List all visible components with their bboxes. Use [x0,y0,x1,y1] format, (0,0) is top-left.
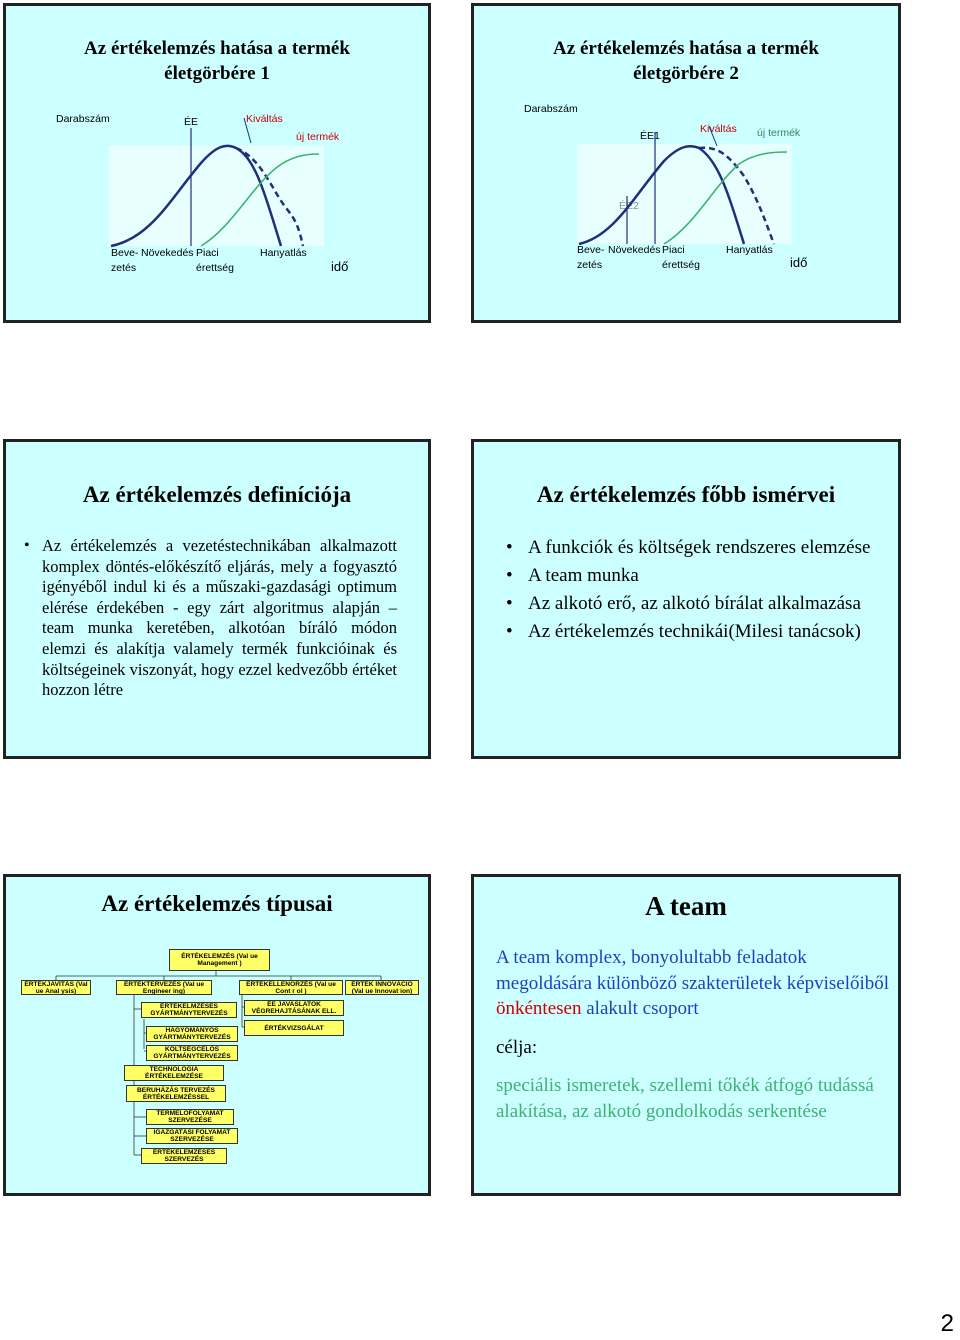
list-item: • A funkciók és költségek rendszeres elemzése [506,537,871,558]
title-line-2: életgörbére 2 [633,63,739,84]
slide-title [474,36,898,86]
slide-definition [3,439,431,759]
slide-types [3,874,431,1196]
ee-label: ÉE [184,116,199,128]
slide-title: Az értékelemzés típusai [101,891,333,916]
uj-termek-label: új termék [757,127,801,139]
slide-title: Az értékelemzés definíciója [82,482,352,507]
box-engineering-8: ÉRTÉKELEMZÉSES SZERVEZÉS [141,1148,227,1164]
team-purpose-text: speciális ismeretek, szellemi tőkék átfogó tudássá alakítása, az alkotó gondolkodás serkentése [496,1075,874,1122]
box-control-1: ÉE JAVASLATOK VÉGREHAJTÁSÁNAK ELL. [244,1000,344,1016]
box-engineering-7: IGAZGATÁSI FOLYAMAT SZERVEZÉSE [146,1128,238,1144]
box-engineering-3: KÖLTSÉGCÉLOS GYÁRTMÁNYTERVEZÉS [146,1045,238,1061]
box-engineering-1: ÉRTÉKELMZÉSES GYÁRTMÁNYTERVEZÉS [141,1002,237,1018]
list-item: • Az értékelemzés technikái(Milesi tanácsok) [506,621,861,642]
slide-lifecycle-1 [3,3,431,323]
kivaltas-pointer [244,118,251,143]
title-line-1: Az értékelemzés hatása a termék [553,38,819,59]
title-line-1: Az értékelemzés hatása a termék [84,38,350,59]
kivaltas-label: Kiváltás [246,113,283,125]
list-item: • A team munka [506,565,639,586]
y-axis-label: Darabszám [56,113,110,125]
phase-bevezetes: Beve- zetés [577,244,605,271]
box-control-2: ÉRTÉKVIZSGÁLAT [244,1020,344,1036]
phase-piaci-erettseg: Piaci érettség [662,244,700,271]
x-axis-label: idő [331,259,349,274]
box-ertekellenorzes: ÉRTÉKELLENŐRZÉS (Val ue Cont r ol ) [239,980,343,995]
phase-novekedes: Növekedés [608,244,661,256]
title-line-2: életgörbére 1 [164,63,270,84]
slide-title: Az értékelemzés főbb ismérvei [536,482,836,507]
kivaltas-label: Kiváltás [700,123,737,135]
ee1-label: ÉE1 [640,130,660,142]
phase-piaci-erettseg: Piaci érettség [196,247,234,274]
page-number: 2 [940,1310,954,1337]
y-axis-label: Darabszám [524,103,578,115]
slide-features [471,439,901,759]
box-ertek-innovacio: ÉRTÉK INNOVÁCIÓ (Val ue Innovat ion) [345,980,419,995]
box-engineering-6: TERMELŐFOLYAMAT SZERVEZÉSE [146,1109,234,1125]
features-list [504,536,884,648]
lifecycle-curves [101,118,331,248]
box-engineering-4: TECHNOLÓGIA ÉRTÉKELEMZÉSE [124,1065,224,1081]
definition-text: Az értékelemzés a vezetéstechnikában alkalmazott komplex döntés-előkészítő eljárás, mely a fogyasztó igényéből indul ki és a műszaki-gazdasági optimum elérése érdekében - egy zárt algoritmus alapján – team munka keretében, alkotóan bíráló módon elemzi és alakítja valamely termék funkcióinak és költségeinek viszonyát, hogy ezzel kedvezőbb értéket hozzon létre [42,536,397,700]
phase-hanyatlas: Hanyatlás [260,247,307,259]
x-axis-label: idő [790,255,808,270]
box-ertektervezes: ÉRTÉKTERVEZÉS (Val ue Engineer ing) [116,980,212,995]
plot-area [577,144,792,244]
box-ertekelemzes-root: ÉRTÉKELEMZÉS (Val ue Management ) [169,949,270,971]
box-engineering-2: HAGYOMÁNYOS GYÁRTMÁNYTERVEZÉS [146,1026,238,1042]
slide-lifecycle-2 [471,3,901,323]
slide-team [471,874,901,1196]
lifecycle-curves [569,116,799,246]
slide-title: A team [645,891,727,921]
box-engineering-5: BERUHÁZÁS TERVEZÉS ÉRTÉKELEMZÉSSEL [126,1085,226,1102]
uj-termek-label: új termék [296,131,340,143]
phase-hanyatlas: Hanyatlás [726,244,773,256]
kivaltas-pointer [709,126,717,146]
team-definition: A team komplex, bonyolultabb feladatok megoldására különböző szakterületek képviselőiből önkéntesen alakult csoport [496,947,890,1019]
highlight-onkentesen: önkéntesen [496,998,582,1019]
bullet-dot: • [24,537,30,554]
slide-title [6,36,428,86]
phase-bevezetes: Beve- zetés [111,247,139,274]
box-ertekjavitas: ÉRTÉKJAVÍTÁS (Val ue Anal ysis) [21,980,91,995]
list-item: • Az alkotó erő, az alkotó bírálat alkalmazása [506,593,861,614]
team-purpose-label: célja: [496,1037,538,1058]
phase-novekedes: Növekedés [141,247,194,259]
